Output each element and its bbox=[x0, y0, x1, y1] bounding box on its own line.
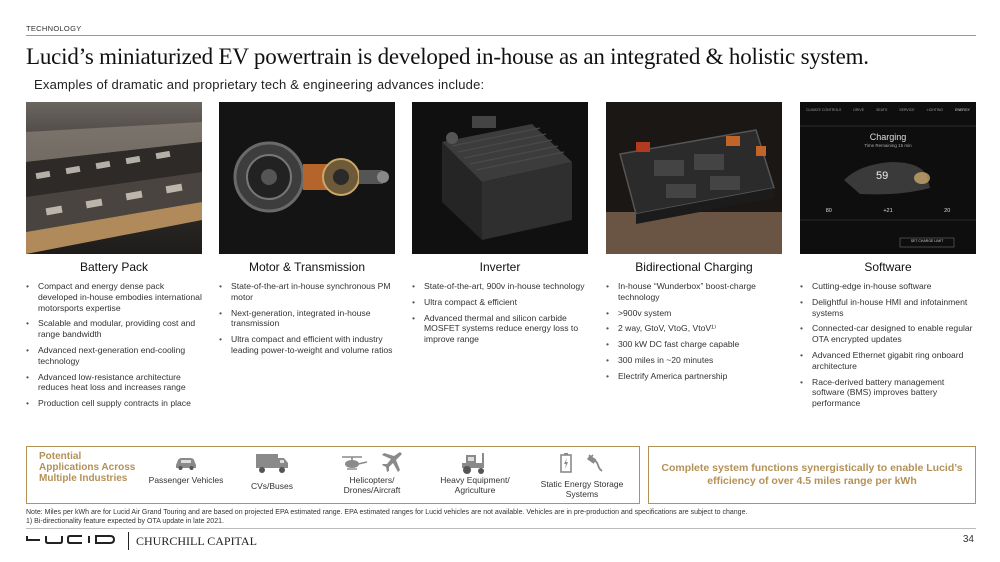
bullet-item: • Scalable and modular, providing cost and range bandwidth bbox=[26, 318, 202, 340]
bullet-item: • Electrify America partnership bbox=[606, 371, 782, 382]
screen-tab: LIGHTING bbox=[926, 108, 944, 112]
section-tag: TECHNOLOGY bbox=[26, 24, 82, 33]
app-label: Helicopters/ Drones/Aircraft bbox=[343, 475, 401, 495]
battery-pack-photo bbox=[26, 102, 202, 254]
column-inverter bbox=[412, 102, 588, 350]
bullet-item: • Ultra compact and efficient with industry leading power-to-weight and volume ratios bbox=[219, 334, 395, 356]
bullet-item: • Ultra compact & efficient bbox=[412, 297, 588, 308]
page-subtitle: Examples of dramatic and proprietary tech & engineering advances include: bbox=[34, 77, 485, 92]
column-software bbox=[800, 102, 976, 414]
time-remaining: Time Remaining 15 min bbox=[864, 143, 912, 148]
plug-icon bbox=[586, 453, 604, 473]
column-heading: Battery Pack bbox=[79, 260, 149, 274]
bullet-item: • Advanced low-resistance architecture reduces heat loss and increases range bbox=[26, 372, 202, 394]
screen-tab: DRIVE bbox=[853, 108, 865, 112]
bullet-item: • Production cell supply contracts in place bbox=[26, 398, 202, 409]
column-heading: Bidirectional Charging bbox=[635, 260, 753, 274]
bullet-item: • 2 way, GtoV, VtoG, VtoV¹⁾ bbox=[606, 323, 782, 334]
page-title: Lucid’s miniaturized EV powertrain is developed in-house as an integrated & holistic system. bbox=[26, 44, 869, 69]
set-charge-limit-button: SET CHARGE LIMIT bbox=[910, 239, 944, 243]
app-label: Passenger Vehicles bbox=[148, 475, 224, 485]
column-bidirectional-charging bbox=[606, 102, 782, 387]
screen-tab: SERVICE bbox=[899, 108, 915, 112]
bullet-list bbox=[606, 281, 782, 382]
bullet-item: • >900v system bbox=[606, 308, 782, 319]
complete-system-callout: Complete system functions synergistically to enable Lucid’s efficiency of over 4.5 miles range per kWh bbox=[648, 446, 976, 504]
bullet-item: • Connected-car designed to enable regular OTA encrypted updates bbox=[800, 323, 976, 345]
screen-tab: CLIMATE CONTROLS bbox=[806, 108, 842, 112]
charging-title: Charging bbox=[869, 132, 907, 142]
column-heading: Inverter bbox=[479, 260, 521, 274]
footnote-line: Note: Miles per kWh are for Lucid Air Grand Touring and are based on projected EPA estimated range. EPA estimated ranges for Lucid vehicles are not available. Vehicles are in pre-production and specifications are subject to change. bbox=[26, 509, 748, 516]
battery-icon bbox=[560, 453, 572, 473]
airplane-icon bbox=[382, 452, 404, 474]
lucid-logo bbox=[26, 533, 122, 547]
screen-stats bbox=[800, 208, 976, 214]
screen-tabs bbox=[800, 108, 976, 112]
applications-box bbox=[26, 446, 640, 504]
bullet-list bbox=[26, 281, 202, 409]
bullet-item: • Next-generation, integrated in-house transmission bbox=[219, 308, 395, 330]
app-label: CVs/Buses bbox=[250, 481, 294, 491]
tractor-icon bbox=[460, 451, 490, 475]
bullet-item: • Advanced next-generation end-cooling technology bbox=[26, 345, 202, 367]
bullet-item: • State-of-the-art, 900v in-house technology bbox=[412, 281, 588, 292]
stat-value: 80 bbox=[825, 208, 832, 214]
charge-percent: 59 bbox=[876, 170, 889, 182]
top-rule bbox=[26, 35, 976, 36]
stat-value: 20 bbox=[944, 208, 951, 214]
column-heading: Software bbox=[864, 260, 912, 274]
bullet-item: • Advanced Ethernet gigabit ring onboard architecture bbox=[800, 350, 976, 372]
bullet-item: • Race-derived battery management software (BMS) improves battery performance bbox=[800, 377, 976, 409]
footnotes bbox=[26, 508, 976, 526]
bullet-item: • 300 kW DC fast charge capable bbox=[606, 339, 782, 350]
stat-value: +21 bbox=[883, 208, 893, 214]
column-battery-pack bbox=[26, 102, 202, 414]
app-aircraft bbox=[327, 451, 417, 495]
column-motor-transmission bbox=[219, 102, 395, 361]
bullet-item: • Delightful in-house HMI and infotainment systems bbox=[800, 297, 976, 319]
bullet-item: • Cutting-edge in-house software bbox=[800, 281, 976, 292]
helicopter-icon bbox=[340, 455, 368, 471]
inverter-photo bbox=[412, 102, 588, 254]
logo-divider bbox=[128, 532, 129, 550]
bullet-item: • Advanced thermal and silicon carbide MOSFET systems reduce energy loss to improve range bbox=[412, 313, 588, 345]
column-heading: Motor & Transmission bbox=[248, 260, 366, 274]
bullet-item: • Compact and energy dense pack developed in-house embodies international motorsports expertise bbox=[26, 281, 202, 313]
churchill-capital-logo: CHURCHILL CAPITAL bbox=[136, 534, 257, 548]
app-cvs-buses bbox=[237, 451, 307, 491]
app-passenger-vehicles bbox=[145, 451, 227, 485]
bullet-list bbox=[412, 281, 588, 345]
motor-photo bbox=[219, 102, 395, 254]
app-label: Static Energy Storage Systems bbox=[540, 479, 624, 499]
bullet-list bbox=[800, 281, 976, 409]
app-label: Heavy Equipment/ Agriculture bbox=[440, 475, 510, 495]
car-icon bbox=[173, 456, 199, 470]
bullet-list bbox=[219, 281, 395, 356]
truck-icon bbox=[254, 452, 290, 474]
wunderbox-photo bbox=[606, 102, 782, 254]
bullet-item: • 300 miles in ~20 minutes bbox=[606, 355, 782, 366]
screen-tab: ENERGY bbox=[955, 108, 970, 112]
screen-tab: SEATS bbox=[876, 108, 888, 112]
applications-title: Potential Applications Across Multiple Industries bbox=[39, 451, 136, 485]
software-screen bbox=[800, 102, 976, 254]
footnote-line: 1) Bi-directionality feature expected by OTA update in late 2021. bbox=[26, 518, 224, 525]
bullet-item: • In-house “Wunderbox” boost-charge technology bbox=[606, 281, 782, 303]
app-heavy-equipment bbox=[429, 451, 521, 495]
page-number: 34 bbox=[962, 534, 974, 545]
bottom-rule bbox=[26, 528, 976, 529]
bullet-item: • State-of-the-art in-house synchronous PM motor bbox=[219, 281, 395, 303]
app-static-energy bbox=[537, 451, 627, 499]
